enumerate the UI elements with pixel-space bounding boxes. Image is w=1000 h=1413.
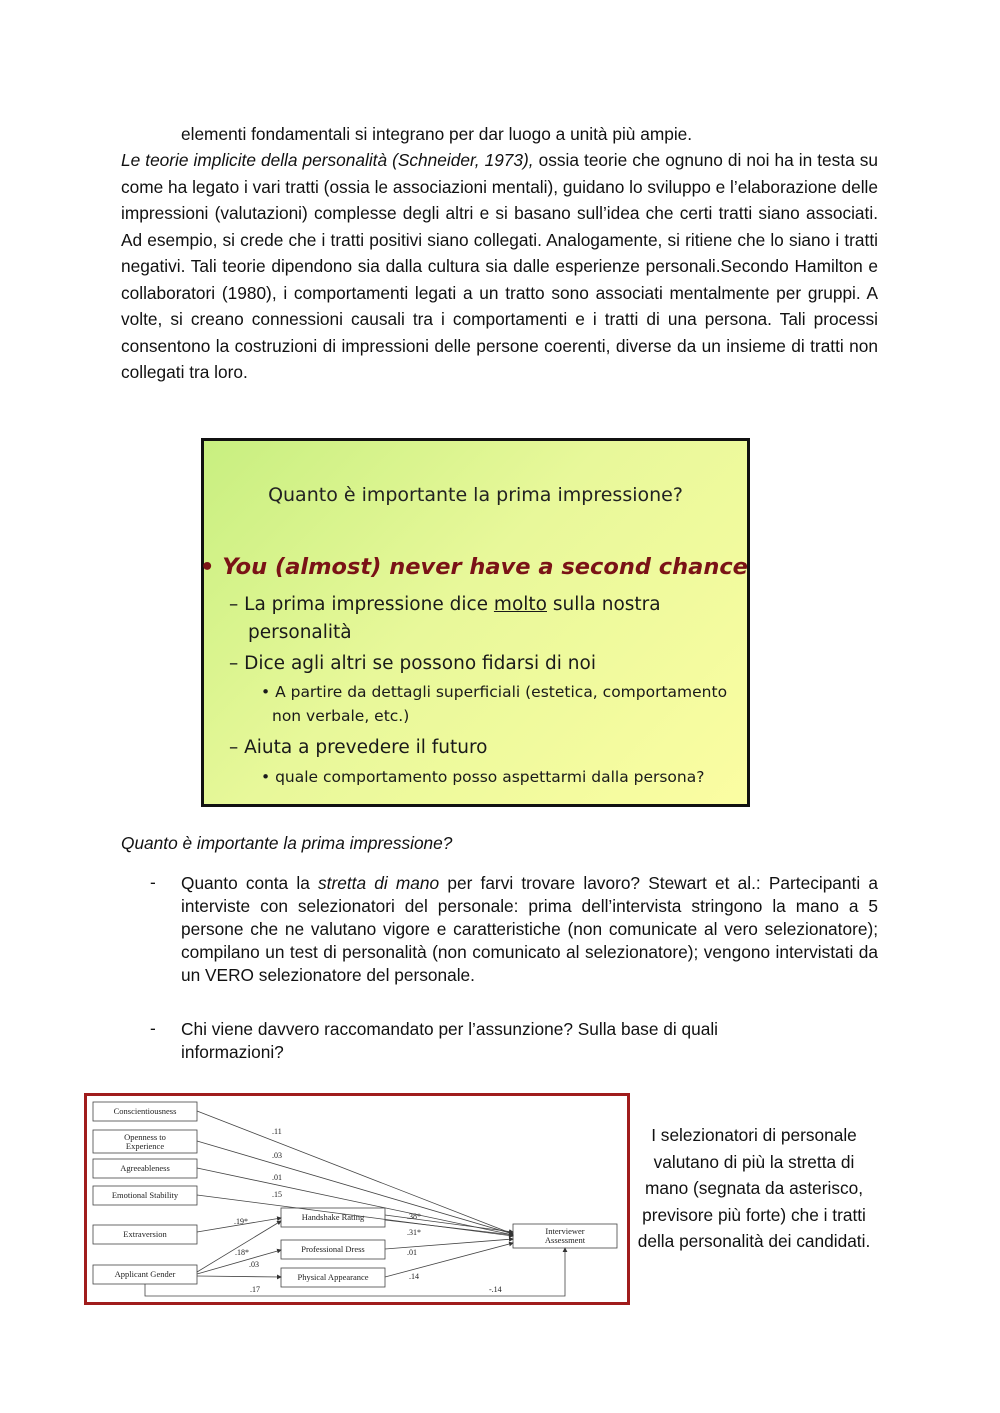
coef-conscientiousness: .11 — [272, 1127, 282, 1136]
implicit-theories-paragraph — [121, 147, 878, 386]
label-emotional-stability: Emotional Stability — [111, 1190, 179, 1200]
label-appearance: Physical Appearance — [297, 1272, 369, 1282]
label-agreeableness: Agreeableness — [120, 1163, 170, 1173]
slide-sub-2-item: • A partire da dettagli superficiali (estetica, comportamento — [261, 683, 728, 701]
slide-title: Quanto è importante la prima impressione? — [268, 484, 683, 506]
label-handshake: Handshake Rating — [301, 1212, 365, 1222]
list-dash: - — [150, 872, 156, 892]
emphasis-handshake: stretta di mano — [318, 873, 440, 893]
slide-main-bullet: • You (almost) never have a second chance — [200, 554, 748, 580]
coef-openness: .03 — [272, 1151, 282, 1160]
coef-appearance-assessment: .14 — [409, 1272, 419, 1281]
slide-sub-2: – Dice agli altri se possono fidarsi di noi — [229, 653, 596, 674]
label-applicant-gender: Applicant Gender — [114, 1269, 176, 1279]
label-conscientiousness: Conscientiousness — [113, 1106, 177, 1116]
slide-image — [201, 438, 750, 807]
list-dash: - — [150, 1018, 156, 1038]
coef-dress-assessment: .01 — [407, 1248, 417, 1257]
label-extraversion: Extraversion — [123, 1229, 167, 1239]
label-openness-2: Experience — [125, 1141, 165, 1151]
coef-handshake-assessment-b: .31* — [407, 1228, 421, 1237]
theory-body: ossia teorie che ognuno di noi ha in testa su come ha legato i vari tratti (ossia le associazioni mentali), guidano lo sviluppo e l’elaborazione delle impressioni (valutazioni) complesse degli altri e si basano sull’idea che certi tratti siano associati. Ad esempio, si crede che i tratti positivi siano collegati. Analogamente, si ritiene che lo siano i tratti negativi. Tali teorie dipendono sia dalla cultura sia dalle esperienze personali.Secondo Hamilton e collaboratori (1980), i comportamenti legati a un tratto sono associati mentalmente per gruppi. A volte, si creano connessioni causali tra i comportamenti e i tratti di una persona. Tali processi consentono la costruzioni di impressioni delle persone coerenti, diverse da un insieme di tratti non collegati tra loro. — [121, 150, 878, 382]
list-item: Quanto conta la stretta di mano per farvi trovare lavoro? Stewart et al.: Partecipanti a interviste con selezionatori del personale: prima dell’intervista stringono la mano a 5 persone che ne valutano vigore e caratteristiche (non comunicate al vero selezionatore); compilano un test di personalità (non comunicato al selezionatore); vengono intervistati da un VERO selezionatore del personale. — [181, 873, 878, 985]
label-assessment-2: Assessment — [544, 1235, 586, 1245]
section-title: Quanto è importante la prima impressione? — [121, 833, 453, 853]
coef-gender-assessment: -.14 — [489, 1285, 502, 1294]
intro-line: elementi fondamentali si integrano per dar luogo a unità più ampie. — [181, 124, 693, 144]
label-dress: Professional Dress — [301, 1244, 365, 1254]
slide-sub-3-item: • quale comportamento posso aspettarmi dalla persona? — [261, 768, 705, 786]
label-assessment-1: Interviewer — [545, 1226, 585, 1236]
slide-sub-2-item-cont: non verbale, etc.) — [272, 707, 410, 725]
coef-emotional-stability: .15 — [272, 1190, 282, 1199]
coef-gender-dress: .18* — [235, 1248, 249, 1257]
slide-sub-3: – Aiuta a prevedere il futuro — [229, 737, 488, 758]
path-diagram — [87, 1096, 627, 1302]
coef-gender-appearance: .03 — [249, 1260, 259, 1269]
coef-extraversion-handshake: .19* — [234, 1217, 248, 1226]
slide-sub-1: – La prima impressione dice molto sulla nostra — [229, 594, 661, 615]
coef-agreeableness: .01 — [272, 1173, 282, 1182]
path-diagram-figure — [84, 1093, 630, 1305]
theory-lead: Le teorie implicite della personalità (Schneider, 1973), — [121, 150, 534, 170]
figure-caption: I selezionatori di personale valutano di più la stretta di mano (segnata da asterisco, previsore più forte) che i tratti della personalità dei candidati. — [637, 1125, 871, 1251]
coef-handshake-assessment-a: .38* — [407, 1212, 421, 1221]
coef-gender-handshake: .17 — [250, 1285, 260, 1294]
slide-sub-1-cont: personalità — [248, 622, 352, 643]
list-item: Chi viene davvero raccomandato per l’assunzione? Sulla base di quali informazioni? — [181, 1019, 719, 1062]
underlined-word: molto — [493, 594, 547, 615]
label-openness-1: Openness to — [124, 1132, 166, 1142]
